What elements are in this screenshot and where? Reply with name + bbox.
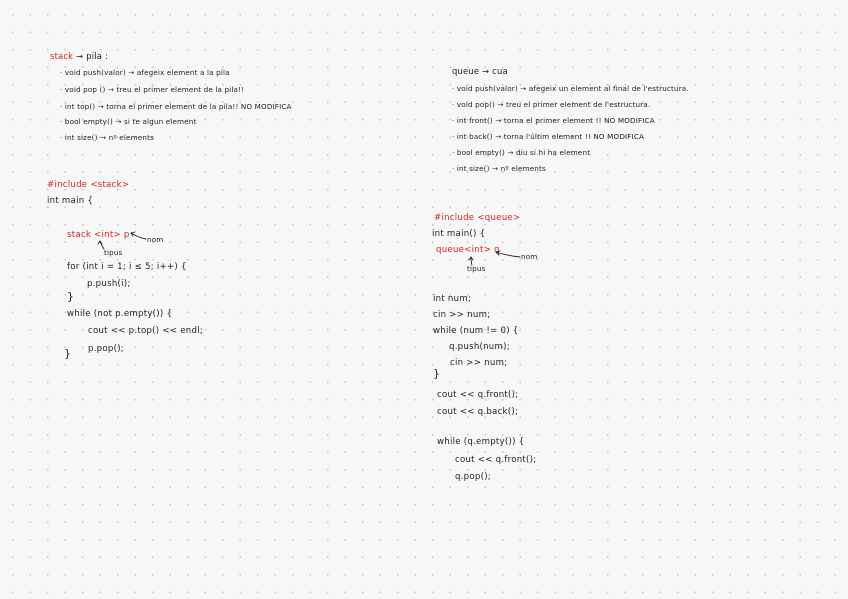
stack-title-suffix: → pila : bbox=[76, 51, 108, 61]
queue-cin-line-2: cin >> num; bbox=[450, 358, 508, 368]
queue-method-push: · void push(valor) → afegeix un element al final de l'estructura. bbox=[452, 84, 689, 93]
queue-title: queue → cua bbox=[452, 66, 508, 76]
queue-include: #include <queue> bbox=[434, 213, 521, 223]
stack-declaration: stack <int> p bbox=[67, 230, 130, 240]
queue-var-line: int num; bbox=[433, 294, 472, 304]
stack-title: stack bbox=[50, 51, 74, 61]
queue-pop-line: q.pop(); bbox=[455, 472, 491, 482]
stack-method-size: · int size() → nº elements bbox=[60, 133, 154, 142]
queue-method-front: · int front() → torna el primer element !! NO MODIFICA bbox=[452, 116, 655, 125]
stack-nom-arrow bbox=[131, 233, 146, 239]
stack-push-line: p.push(i); bbox=[87, 279, 131, 289]
queue-close-while: } bbox=[433, 367, 441, 380]
queue-cin-line: cin >> num; bbox=[433, 310, 491, 320]
stack-for-line: for (int i = 1; i ≤ 5; i++) { bbox=[67, 262, 187, 272]
queue-method-pop: · void pop() → treu el primer element de l'estructura. bbox=[452, 100, 651, 109]
queue-cout-front-line: cout << q.front(); bbox=[455, 455, 537, 465]
queue-back-line: cout << q.back(); bbox=[437, 407, 519, 417]
queue-main: int main() { bbox=[432, 229, 486, 239]
stack-include: #include <stack> bbox=[47, 180, 130, 190]
queue-method-back: · int back() → torna l'últim element !! NO MODIFICA bbox=[452, 132, 645, 141]
stack-close-while: } bbox=[64, 347, 72, 360]
stack-pop-line: p.pop(); bbox=[88, 344, 124, 354]
queue-while-empty-line: while (q.empty()) { bbox=[437, 437, 525, 447]
stack-main: int main { bbox=[47, 196, 94, 206]
queue-while-line: while (num != 0) { bbox=[433, 326, 519, 336]
stack-while-line: while (not p.empty()) { bbox=[67, 309, 173, 319]
stack-method-pop: · void pop () → treu el primer element de la pila!! bbox=[60, 85, 245, 94]
queue-declaration: queue<int> q bbox=[436, 245, 500, 255]
stack-close-for: } bbox=[67, 290, 75, 303]
stack-cout-line: cout << p.top() << endl; bbox=[88, 326, 203, 336]
stack-method-top: · int top() → torna el primer element de la pila!! NO MODIFICA bbox=[60, 102, 292, 111]
queue-method-empty: · bool empty() → diu si hi ha element bbox=[452, 148, 591, 157]
queue-front-line: cout << q.front(); bbox=[437, 390, 519, 400]
stack-method-push: · void push(valor) → afegeix element a la pila bbox=[60, 68, 230, 77]
stack-method-empty: · bool empty() → si te algun element bbox=[60, 117, 197, 126]
stack-title-line bbox=[50, 52, 108, 60]
stack-label-nom: nom bbox=[147, 235, 164, 244]
queue-method-size: · int size() → nº elements bbox=[452, 164, 546, 173]
queue-label-nom: nom bbox=[521, 252, 538, 261]
queue-label-tipus: tipus bbox=[467, 264, 486, 273]
queue-push-line: q.push(num); bbox=[449, 342, 510, 352]
stack-label-tipus: tipus bbox=[104, 248, 123, 257]
